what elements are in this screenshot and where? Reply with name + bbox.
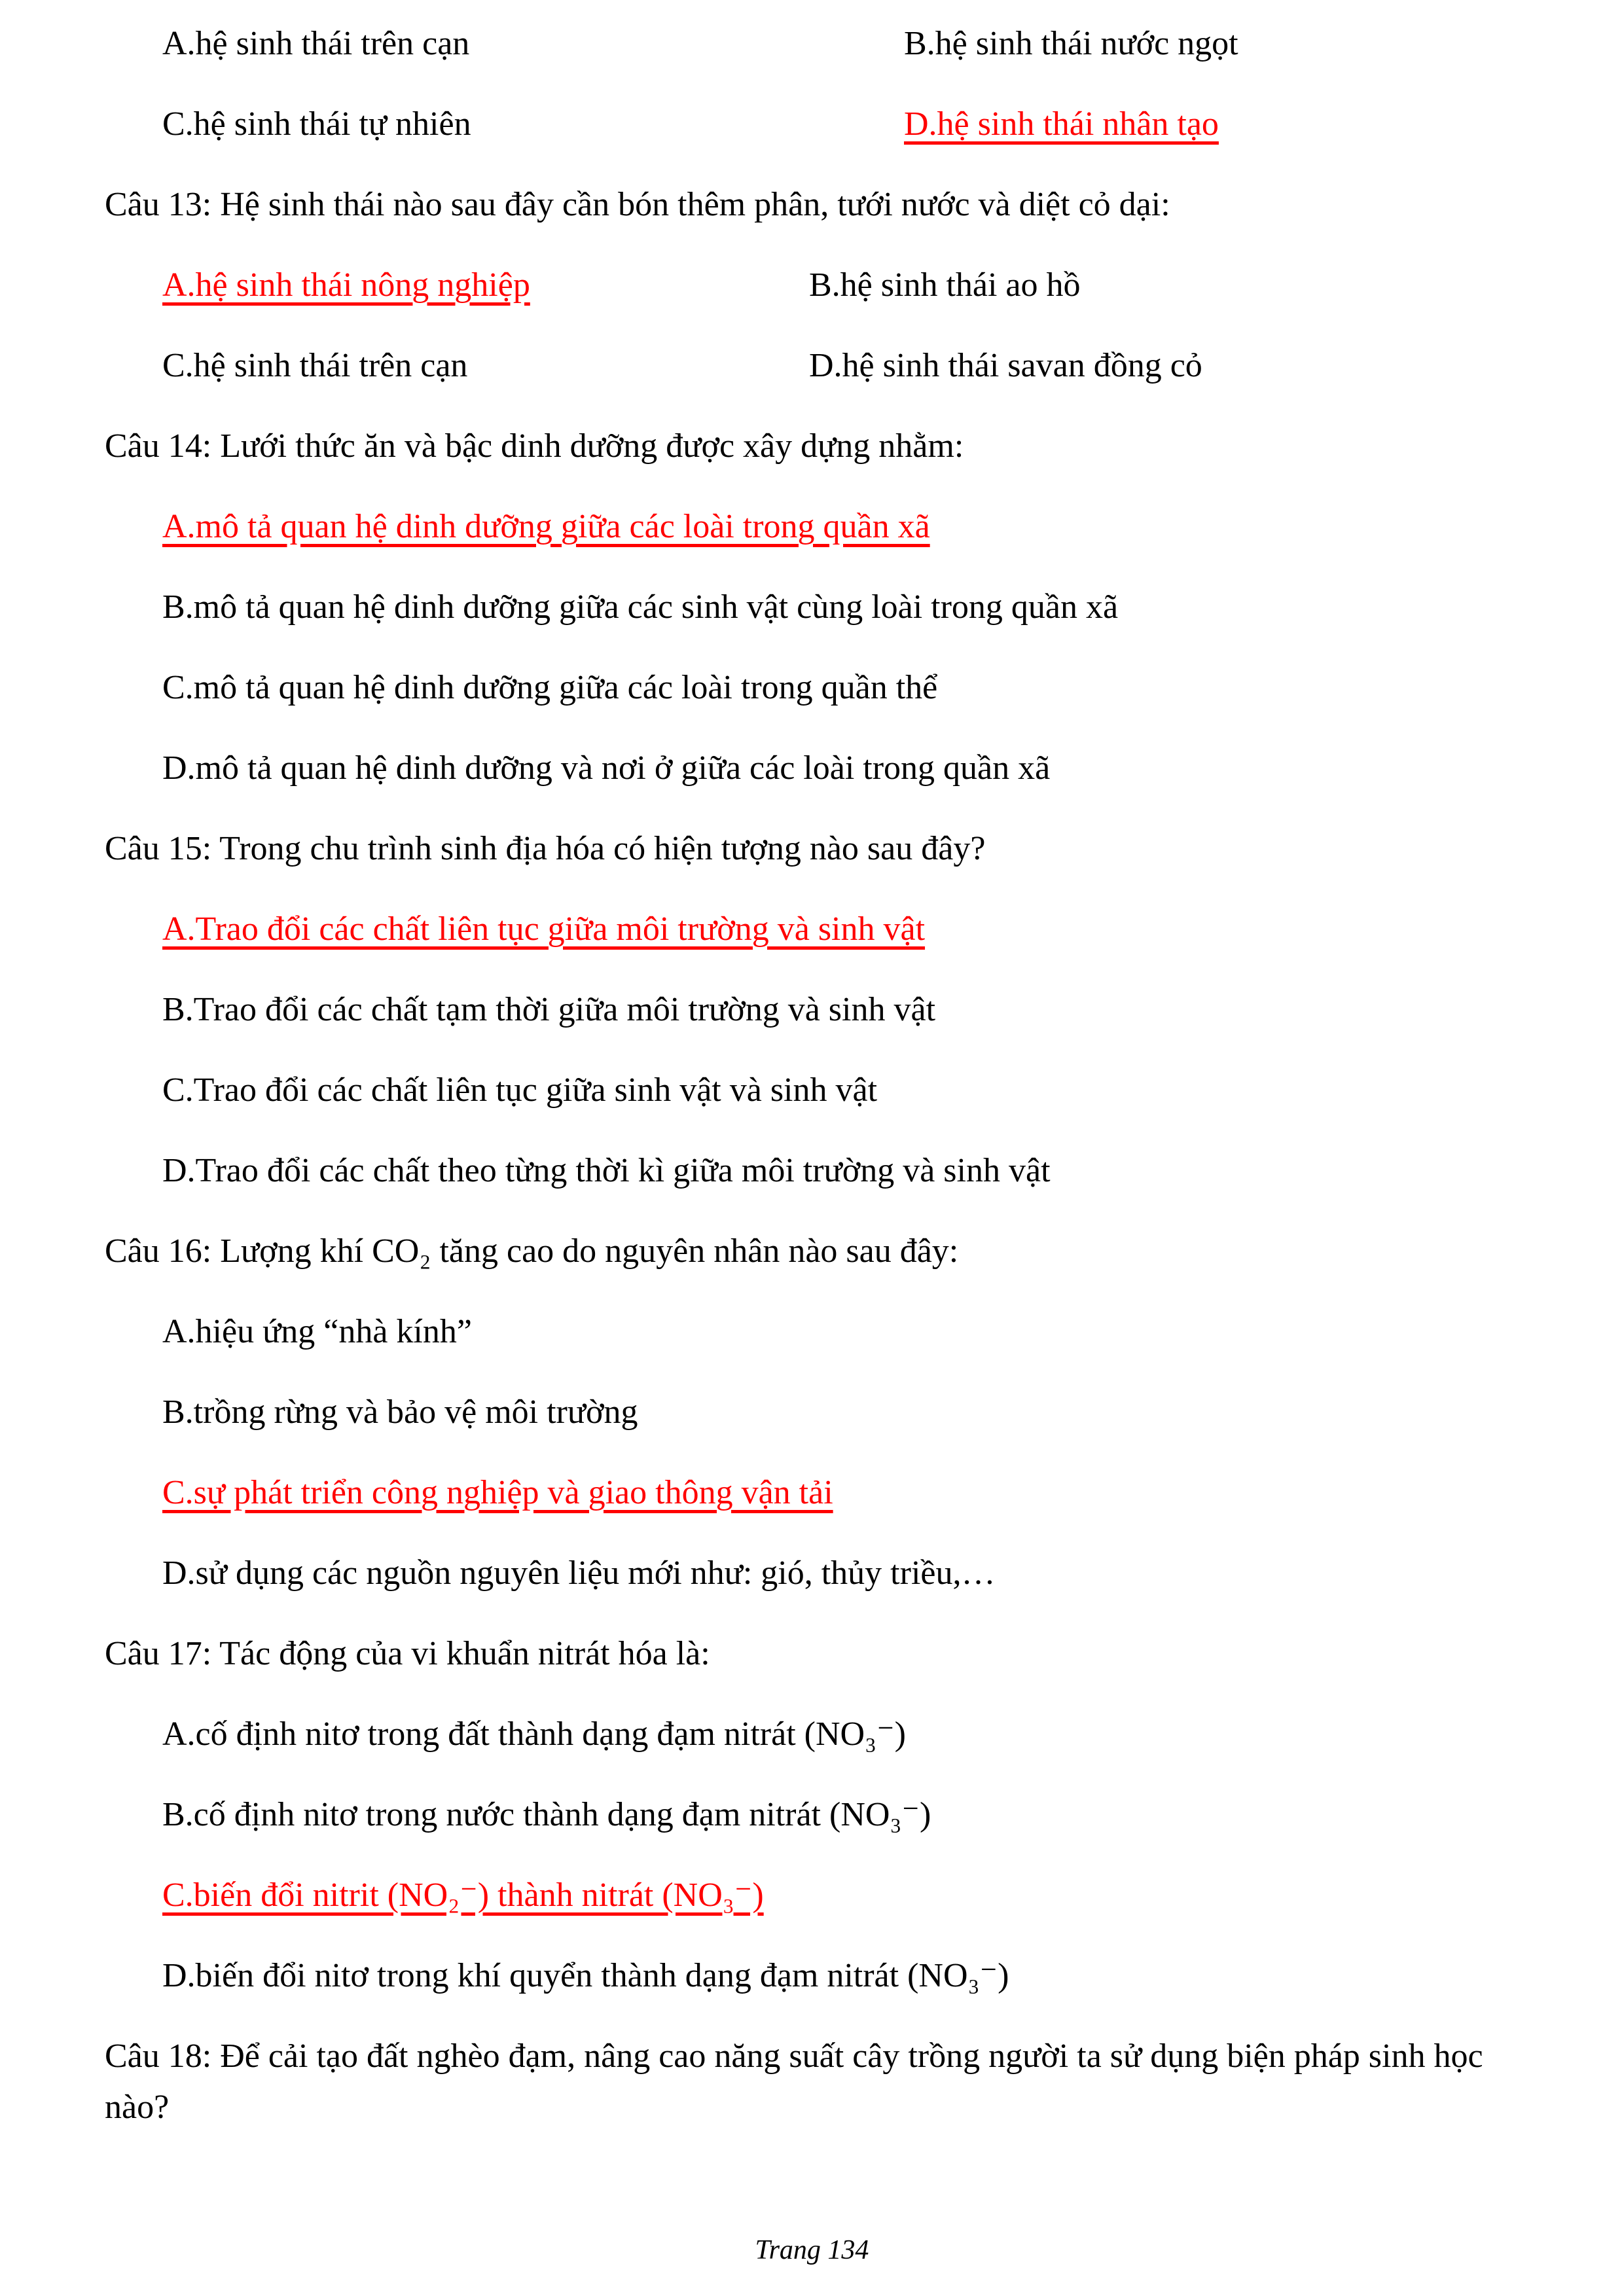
question-17-stem: Câu 17: Tác động của vi khuẩn nitrát hóa là: [105,1635,710,1672]
option-row [105,18,1526,69]
answer-option-b: B.hệ sinh thái nước ngọt [904,25,1238,62]
option-row [105,340,1526,391]
question-13-stem: Câu 13: Hệ sinh thái nào sau đây cần bón thêm phân, tưới nước và diệt cỏ dại: [105,186,1170,223]
option-row [105,260,1526,311]
answer-option-c: C.mô tả quan hệ dinh dưỡng giữa các loài trong quần thể [162,669,938,706]
answer-option-b: B.trồng rừng và bảo vệ môi trường [162,1393,638,1431]
answer-option-b: B.mô tả quan hệ dinh dưỡng giữa các sinh vật cùng loài trong quần xã [162,588,1119,626]
answer-option-a: A.hiệu ứng “nhà kính” [162,1313,472,1350]
answer-option-d-correct: D.hệ sinh thái nhân tạo [904,105,1219,143]
answer-option-b: B.hệ sinh thái ao hồ [809,266,1081,304]
question-18-stem: Câu 18: Để cải tạo đất nghèo đạm, nâng cao năng suất cây trồng người ta sử dụng biện pháp sinh học nào? [105,2037,1483,2126]
answer-option-c: C.hệ sinh thái trên cạn [162,347,468,384]
answer-option-a-correct: A.Trao đổi các chất liên tục giữa môi trường và sinh vật [162,910,926,948]
answer-option-c: C.Trao đổi các chất liên tục giữa sinh vật và sinh vật [162,1071,878,1109]
answer-option-c-correct: C.sự phát triển công nghiệp và giao thông vận tải [162,1474,833,1511]
question-16-stem: Câu 16: Lượng khí CO₂ tăng cao do nguyên nhân nào sau đây: [105,1232,959,1270]
answer-option-d: D.hệ sinh thái savan đồng cỏ [809,347,1202,384]
answer-option-a-correct: A.mô tả quan hệ dinh dưỡng giữa các loài trong quần xã [162,508,930,545]
answer-option-a-correct: A.hệ sinh thái nông nghiệp [162,266,530,304]
page-number: Trang 134 [755,2235,869,2265]
answer-option-d: D.mô tả quan hệ dinh dưỡng và nơi ở giữa các loài trong quần xã [162,749,1051,787]
question-14-stem: Câu 14: Lưới thức ăn và bậc dinh dưỡng được xây dựng nhằm: [105,427,964,465]
answer-option-b: B.Trao đổi các chất tạm thời giữa môi trường và sinh vật [162,991,936,1028]
answer-option-d: D.biến đổi nitơ trong khí quyển thành dạng đạm nitrát (NO₃⁻) [162,1957,1009,1994]
answer-option-a: A.hệ sinh thái trên cạn [162,25,470,62]
answer-option-c-correct: C.biến đổi nitrit (NO₂⁻) thành nitrát (NO₃⁻) [162,1876,764,1914]
answer-option-c: C.hệ sinh thái tự nhiên [162,105,471,143]
answer-option-b: B.cố định nitơ trong nước thành dạng đạm nitrát (NO₃⁻) [162,1796,931,1833]
question-15-stem: Câu 15: Trong chu trình sinh địa hóa có hiện tượng nào sau đây? [105,830,986,867]
option-row [105,99,1526,150]
answer-option-a: A.cố định nitơ trong đất thành dạng đạm nitrát (NO₃⁻) [162,1715,906,1753]
answer-option-d: D.sử dụng các nguồn nguyên liệu mới như: gió, thủy triều,… [162,1554,996,1592]
answer-option-d: D.Trao đổi các chất theo từng thời kì giữa môi trường và sinh vật [162,1152,1051,1189]
